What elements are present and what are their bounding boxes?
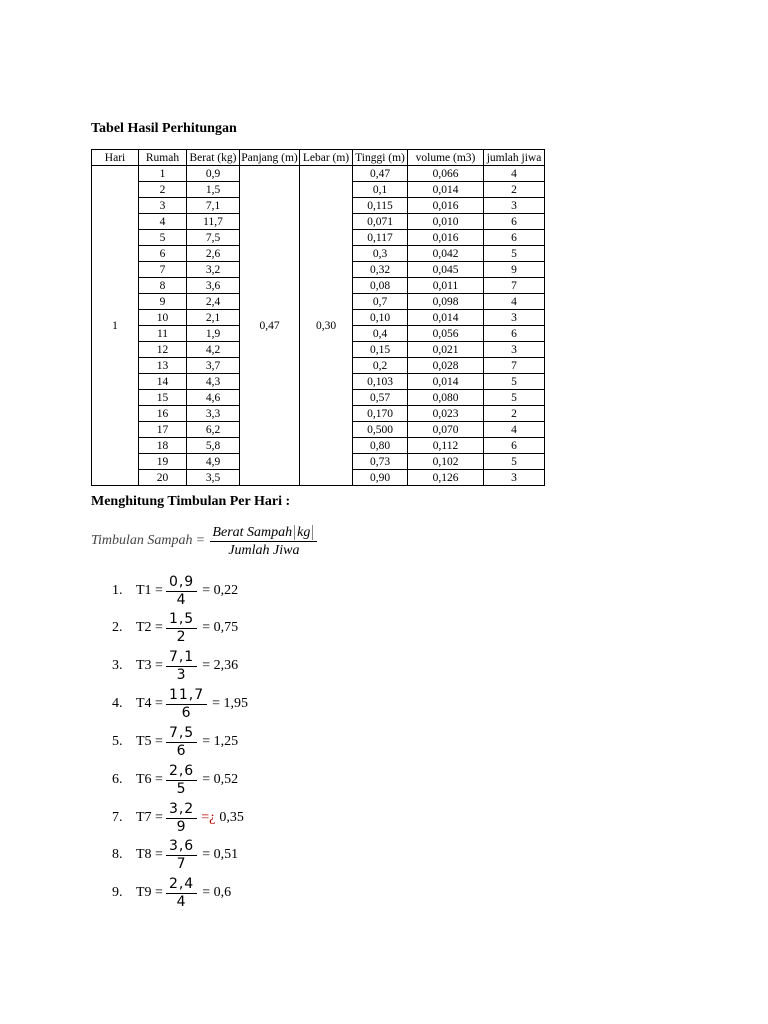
cell-berat: 4,2 [187, 342, 240, 358]
cell-volume: 0,066 [408, 166, 484, 182]
cell-rumah: 15 [139, 390, 187, 406]
table-body [92, 166, 545, 486]
cell-rumah: 5 [139, 230, 187, 246]
calc-fraction [166, 687, 207, 722]
header-rumah: Rumah [139, 150, 187, 166]
cell-berat: 5,8 [187, 438, 240, 454]
calc-label: T3 = [136, 658, 163, 673]
formula-unit: kg [294, 525, 313, 540]
cell-jumlah-jiwa: 2 [484, 182, 545, 198]
calc-fraction [166, 611, 197, 646]
calc-index: 5. [112, 734, 123, 749]
cell-berat: 2,6 [187, 246, 240, 262]
calculation-line [112, 761, 238, 799]
cell-berat: 3,3 [187, 406, 240, 422]
cell-volume: 0,014 [408, 310, 484, 326]
cell-berat: 7,1 [187, 198, 240, 214]
cell-rumah: 13 [139, 358, 187, 374]
cell-jumlah-jiwa: 6 [484, 326, 545, 342]
calc-denominator: 7 [176, 855, 187, 872]
calc-result: = 1,95 [212, 696, 249, 711]
calculation-line [112, 723, 238, 761]
cell-volume: 0,042 [408, 246, 484, 262]
cell-tinggi: 0,103 [353, 374, 408, 390]
calc-label: T6 = [136, 772, 163, 787]
cell-tinggi: 0,7 [353, 294, 408, 310]
cell-panjang: 0,47 [240, 166, 300, 486]
calc-result: = 2,36 [202, 658, 239, 673]
cell-berat: 4,9 [187, 454, 240, 470]
cell-volume: 0,045 [408, 262, 484, 278]
cell-rumah: 4 [139, 214, 187, 230]
cell-jumlah-jiwa: 2 [484, 406, 545, 422]
cell-volume: 0,070 [408, 422, 484, 438]
calc-result: = 0,6 [202, 885, 232, 900]
cell-volume: 0,011 [408, 278, 484, 294]
cell-tinggi: 0,10 [353, 310, 408, 326]
cell-jumlah-jiwa: 9 [484, 262, 545, 278]
cell-rumah: 20 [139, 470, 187, 486]
cell-jumlah-jiwa: 7 [484, 358, 545, 374]
cell-berat: 1,9 [187, 326, 240, 342]
calc-denominator: 6 [176, 742, 187, 759]
cell-tinggi: 0,08 [353, 278, 408, 294]
calc-result: = 1,25 [202, 734, 239, 749]
calc-label: T2 = [136, 620, 163, 635]
calc-denominator: 5 [176, 780, 187, 797]
cell-jumlah-jiwa: 5 [484, 374, 545, 390]
cell-berat: 7,5 [187, 230, 240, 246]
calculation-line [112, 609, 238, 647]
calc-fraction [166, 649, 197, 684]
cell-jumlah-jiwa: 6 [484, 438, 545, 454]
calc-label: T4 = [136, 696, 163, 711]
calc-index: 1. [112, 583, 123, 598]
cell-tinggi: 0,32 [353, 262, 408, 278]
cell-jumlah-jiwa: 3 [484, 342, 545, 358]
header-volume: volume (m3) [408, 150, 484, 166]
calc-numerator: 2,4 [168, 875, 195, 892]
cell-tinggi: 0,4 [353, 326, 408, 342]
calculation-line [112, 836, 238, 874]
cell-berat: 3,5 [187, 470, 240, 486]
cell-lebar: 0,30 [300, 166, 353, 486]
cell-berat: 4,6 [187, 390, 240, 406]
cell-berat: 3,6 [187, 278, 240, 294]
calculation-line [112, 647, 238, 685]
cell-volume: 0,098 [408, 294, 484, 310]
cell-jumlah-jiwa: 5 [484, 246, 545, 262]
cell-tinggi: 0,90 [353, 470, 408, 486]
cell-volume: 0,023 [408, 406, 484, 422]
calc-numerator: 3,6 [168, 837, 195, 854]
formula-lhs: Timbulan Sampah [91, 533, 193, 548]
calc-index: 9. [112, 885, 123, 900]
cell-jumlah-jiwa: 5 [484, 390, 545, 406]
calc-fraction [166, 763, 197, 798]
cell-berat: 1,5 [187, 182, 240, 198]
formula-fraction [210, 524, 317, 559]
cell-volume: 0,021 [408, 342, 484, 358]
cell-berat: 3,7 [187, 358, 240, 374]
calc-denominator: 4 [176, 893, 187, 910]
formula-numerator-text: Berat Sampah [212, 524, 293, 540]
cell-berat: 6,2 [187, 422, 240, 438]
calc-result: = 0,51 [202, 847, 239, 862]
calc-denominator: 3 [176, 666, 187, 683]
calc-index: 8. [112, 847, 123, 862]
header-hari: Hari [92, 150, 139, 166]
formula-numerator [210, 524, 317, 541]
calc-label: T9 = [136, 885, 163, 900]
calculation-line [112, 685, 248, 723]
header-tinggi: Tinggi (m) [353, 150, 408, 166]
cell-jumlah-jiwa: 4 [484, 294, 545, 310]
cell-berat: 11,7 [187, 214, 240, 230]
calc-result: = 0,52 [202, 772, 239, 787]
cell-berat: 3,2 [187, 262, 240, 278]
calc-index: 4. [112, 696, 123, 711]
table-header-row [92, 150, 545, 166]
calc-label: T5 = [136, 734, 163, 749]
calc-denominator: 2 [176, 628, 187, 645]
calc-numerator: 3,2 [168, 800, 195, 817]
calculation-line [112, 799, 244, 837]
cell-rumah: 12 [139, 342, 187, 358]
calc-numerator: 7,1 [168, 648, 195, 665]
cell-jumlah-jiwa: 4 [484, 166, 545, 182]
cell-tinggi: 0,170 [353, 406, 408, 422]
calc-numerator: 1,5 [168, 610, 195, 627]
cell-tinggi: 0,115 [353, 198, 408, 214]
cell-jumlah-jiwa: 7 [484, 278, 545, 294]
cell-rumah: 7 [139, 262, 187, 278]
cell-tinggi: 0,071 [353, 214, 408, 230]
cell-jumlah-jiwa: 3 [484, 198, 545, 214]
calc-numerator: 11,7 [168, 686, 205, 703]
timbulan-formula [91, 521, 319, 561]
cell-tinggi: 0,3 [353, 246, 408, 262]
calc-result: = 0,75 [202, 620, 239, 635]
cell-volume: 0,080 [408, 390, 484, 406]
cell-volume: 0,056 [408, 326, 484, 342]
cell-jumlah-jiwa: 3 [484, 470, 545, 486]
results-table [91, 149, 545, 486]
cell-rumah: 11 [139, 326, 187, 342]
cell-volume: 0,014 [408, 374, 484, 390]
cell-volume: 0,126 [408, 470, 484, 486]
cell-jumlah-jiwa: 4 [484, 422, 545, 438]
cell-rumah: 10 [139, 310, 187, 326]
calculation-line [112, 874, 231, 912]
cell-rumah: 16 [139, 406, 187, 422]
header-panjang: Panjang (m) [241, 151, 298, 164]
formula-denominator: Jumlah Jiwa [228, 542, 300, 558]
cell-volume: 0,016 [408, 198, 484, 214]
cell-tinggi: 0,1 [353, 182, 408, 198]
cell-volume: 0,010 [408, 214, 484, 230]
calc-label: T8 = [136, 847, 163, 862]
cell-berat: 2,4 [187, 294, 240, 310]
cell-tinggi: 0,80 [353, 438, 408, 454]
calc-denominator: 4 [176, 591, 187, 608]
cell-jumlah-jiwa: 5 [484, 454, 545, 470]
calc-fraction [166, 574, 197, 609]
table-row [92, 166, 545, 182]
cell-rumah: 9 [139, 294, 187, 310]
cell-volume: 0,016 [408, 230, 484, 246]
calc-fraction [166, 801, 197, 836]
cell-volume: 0,102 [408, 454, 484, 470]
calc-numerator: 2,6 [168, 762, 195, 779]
cell-tinggi: 0,2 [353, 358, 408, 374]
cell-rumah: 14 [139, 374, 187, 390]
cell-rumah: 6 [139, 246, 187, 262]
cell-jumlah-jiwa: 3 [484, 310, 545, 326]
cell-volume: 0,112 [408, 438, 484, 454]
cell-tinggi: 0,57 [353, 390, 408, 406]
calc-index: 7. [112, 810, 123, 825]
formula-equals: = [196, 533, 205, 548]
garbled-equals-symbol: =¿ [201, 810, 216, 825]
header-jumlah-jiwa: jumlah jiwa [484, 150, 545, 166]
cell-hari: 1 [92, 166, 139, 486]
calc-result: 0,35 [219, 810, 244, 825]
calc-index: 6. [112, 772, 123, 787]
calc-fraction [166, 838, 197, 873]
header-berat: Berat (kg) [187, 150, 240, 166]
calc-result: = 0,22 [202, 583, 239, 598]
calc-label: T7 = [136, 810, 163, 825]
calc-fraction [166, 725, 197, 760]
cell-berat: 0,9 [187, 166, 240, 182]
calc-label: T1 = [136, 583, 163, 598]
calc-numerator: 0,9 [168, 573, 195, 590]
calc-numerator: 7,5 [168, 724, 195, 741]
cell-rumah: 2 [139, 182, 187, 198]
calculation-line [112, 572, 238, 610]
cell-rumah: 18 [139, 438, 187, 454]
cell-rumah: 19 [139, 454, 187, 470]
cell-volume: 0,028 [408, 358, 484, 374]
cell-rumah: 8 [139, 278, 187, 294]
cell-berat: 2,1 [187, 310, 240, 326]
cell-berat: 4,3 [187, 374, 240, 390]
header-lebar: Lebar (m) [300, 150, 353, 166]
calc-index: 3. [112, 658, 123, 673]
cell-tinggi: 0,15 [353, 342, 408, 358]
cell-tinggi: 0,117 [353, 230, 408, 246]
calc-denominator: 9 [176, 818, 187, 835]
cell-rumah: 17 [139, 422, 187, 438]
cell-rumah: 3 [139, 198, 187, 214]
calc-index: 2. [112, 620, 123, 635]
calc-denominator: 6 [181, 704, 192, 721]
cell-tinggi: 0,500 [353, 422, 408, 438]
cell-tinggi: 0,47 [353, 166, 408, 182]
cell-jumlah-jiwa: 6 [484, 214, 545, 230]
cell-volume: 0,014 [408, 182, 484, 198]
section-title: Menghitung Timbulan Per Hari : [91, 494, 291, 509]
table-title: Tabel Hasil Perhitungan [91, 121, 237, 136]
cell-rumah: 1 [139, 166, 187, 182]
cell-tinggi: 0,73 [353, 454, 408, 470]
cell-jumlah-jiwa: 6 [484, 230, 545, 246]
calc-fraction [166, 876, 197, 911]
